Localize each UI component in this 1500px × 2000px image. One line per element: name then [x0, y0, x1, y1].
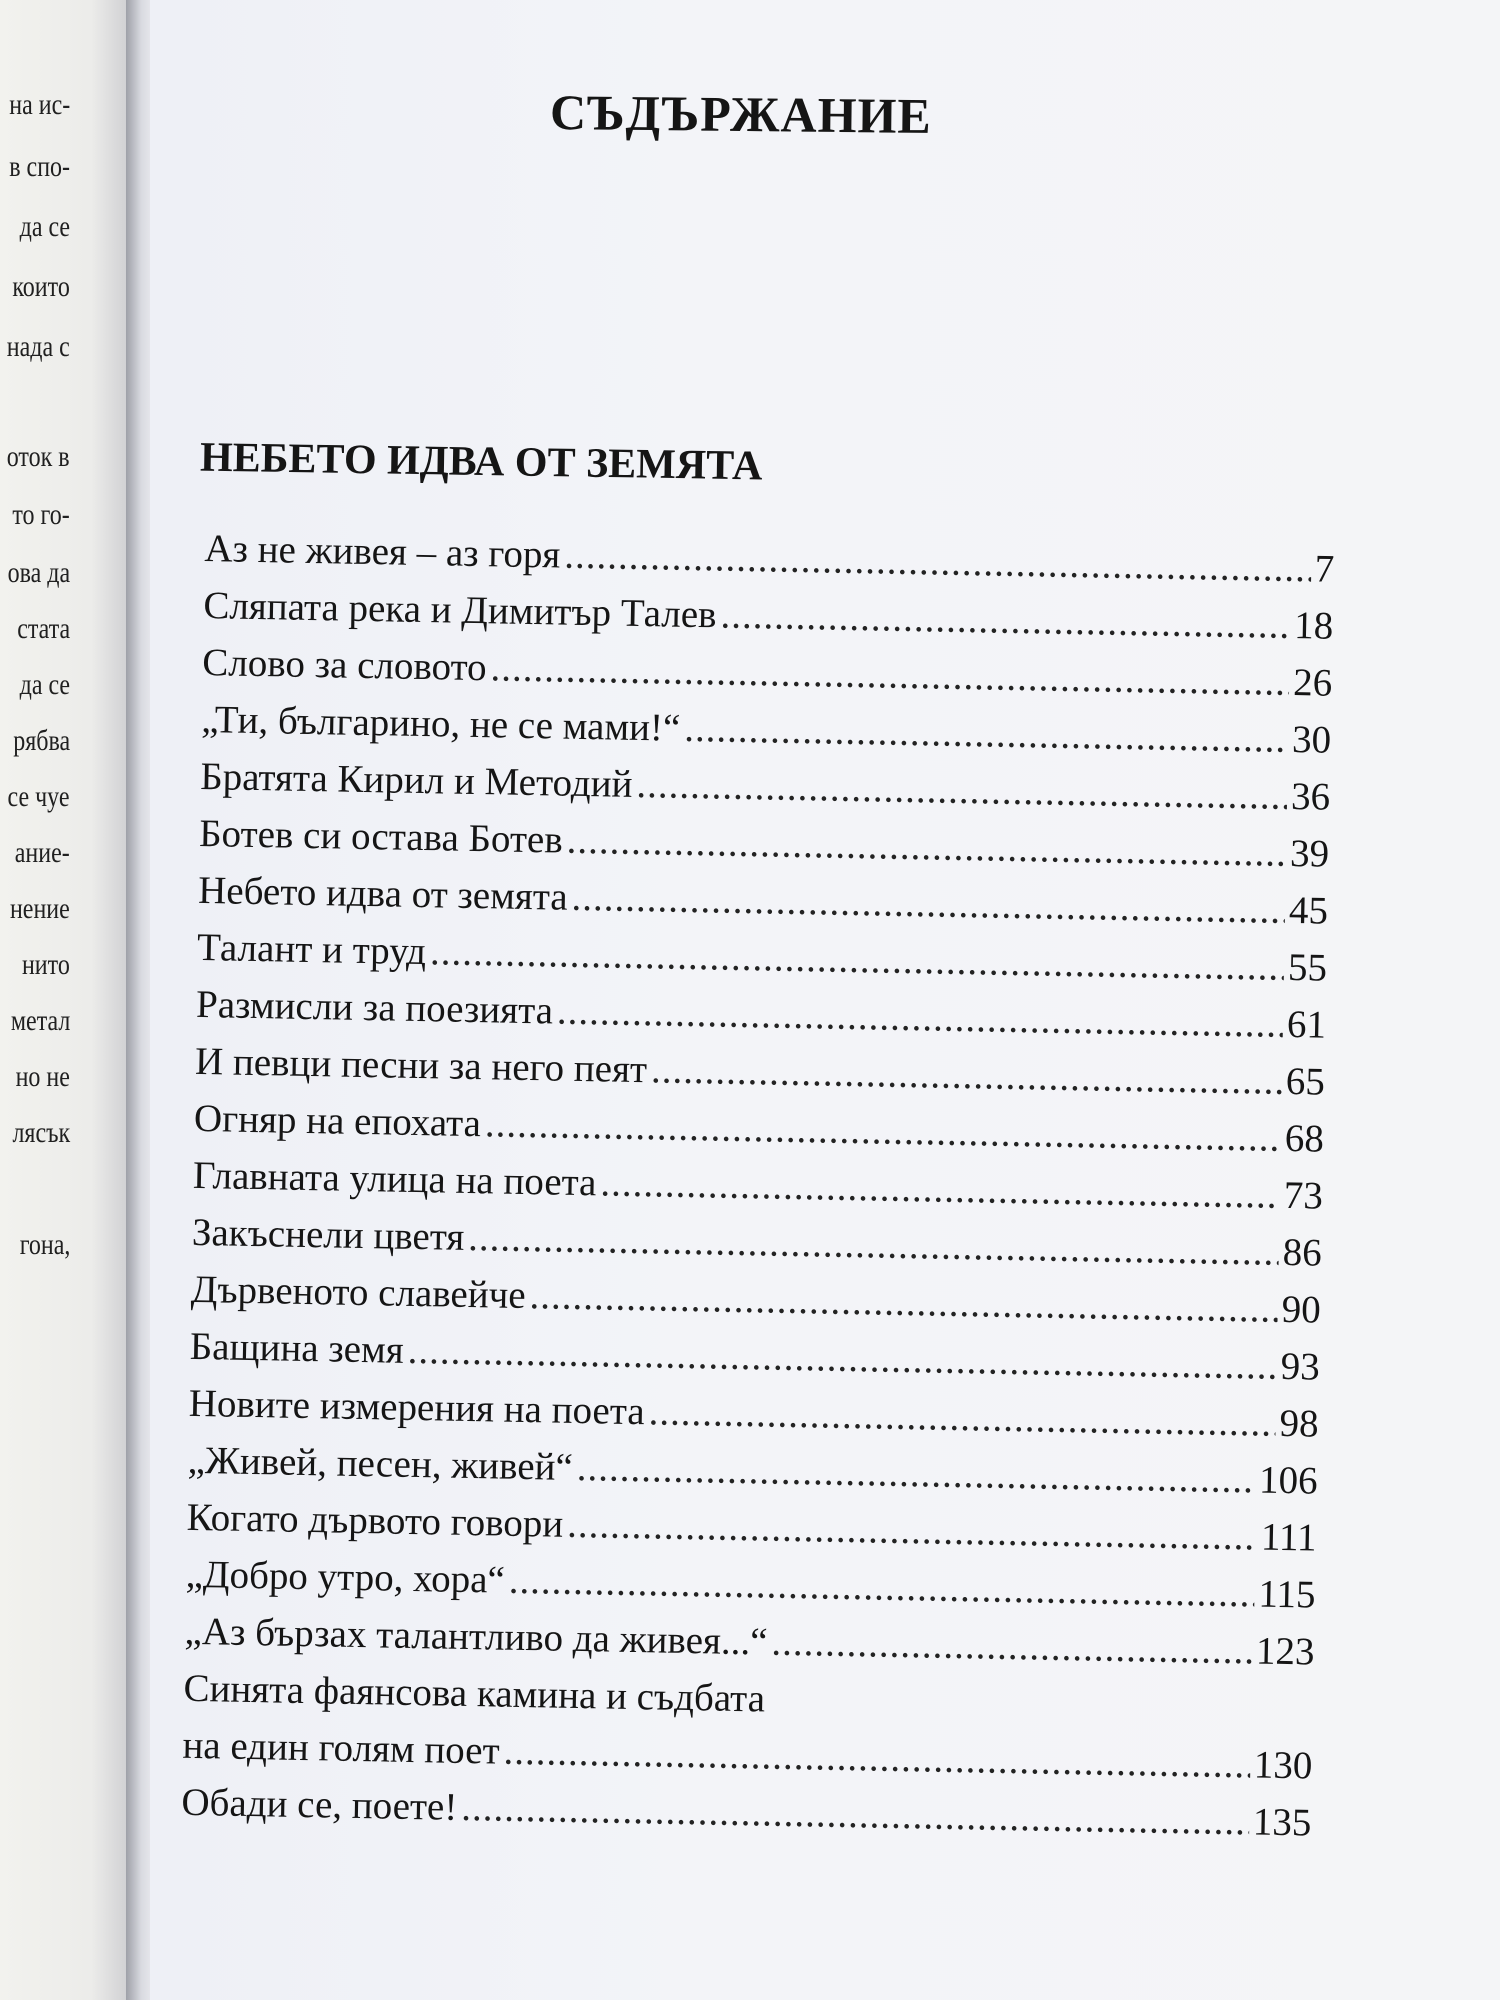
table-of-contents: [181, 520, 1335, 1851]
toc-entry-title: Синята фаянсова камина и съдбата: [183, 1666, 766, 1721]
left-page-fragment: лясък: [12, 1116, 70, 1149]
left-page: [0, 0, 130, 2000]
toc-entry-page: 7: [1314, 547, 1335, 591]
toc-entry-title: на един голям поет: [182, 1723, 500, 1773]
toc-entry-title: Когато дървото говори: [186, 1495, 564, 1546]
left-page-fragment: рябва: [13, 724, 70, 757]
toc-entry-title: Небето идва от земята: [197, 868, 569, 919]
right-page: [150, 0, 1500, 2000]
toc-entry-page: 135: [1252, 1800, 1312, 1845]
toc-entry-title: „Живей, песен, живей“: [187, 1438, 574, 1489]
toc-entry-page: 45: [1288, 888, 1329, 933]
toc-entry-page: 39: [1289, 831, 1330, 876]
toc-entry-title: „Ти, българино, не се мами!“: [200, 697, 681, 750]
toc-entry-page: 90: [1281, 1287, 1322, 1332]
toc-entry-page: 93: [1280, 1344, 1321, 1389]
toc-entry-page: 98: [1279, 1401, 1320, 1446]
left-page-fragment: да се: [19, 668, 70, 701]
toc-entry-title: Сляпата река и Димитър Талев: [203, 583, 717, 637]
section-heading: НЕБЕТО ИДВА ОТ ЗЕМЯТА: [199, 434, 763, 490]
left-page-fragment: метал: [10, 1004, 70, 1037]
toc-leader-dots: [720, 586, 1291, 653]
toc-entry-title: Главната улица на поета: [192, 1153, 597, 1205]
toc-entry-title: Огняр на епохата: [193, 1096, 482, 1146]
toc-entry-title: Ботев си остава Ботев: [198, 811, 564, 862]
toc-entry-title: Аз не живея – аз горя: [204, 526, 561, 577]
left-page-fragment: оток в: [7, 440, 70, 473]
toc-entry-page: 61: [1286, 1002, 1327, 1047]
toc-entry-page: 26: [1292, 660, 1333, 705]
toc-entry-title: Размисли за поезията: [195, 982, 554, 1033]
left-page-fragment: ова да: [7, 556, 70, 589]
toc-entry-page: 86: [1282, 1230, 1323, 1275]
left-page-fragment: нада с: [6, 330, 70, 363]
left-page-fragment: които: [12, 270, 70, 303]
toc-entry-page: 18: [1293, 603, 1334, 648]
toc-entry-title: „Аз бързах талантливо да живея...“: [184, 1609, 768, 1664]
left-page-fragment: но не: [15, 1060, 70, 1093]
left-page-fragment: нение: [10, 892, 70, 925]
left-page-fragment: нито: [22, 948, 70, 981]
toc-entry-page: 68: [1284, 1116, 1325, 1161]
page-title: СЪДЪРЖАНИЕ: [549, 84, 933, 144]
left-page-fragment: се чуе: [7, 780, 70, 813]
toc-entry-page: 115: [1258, 1572, 1316, 1617]
toc-entry-title: Слово за словото: [201, 640, 488, 690]
toc-entry-page: 111: [1260, 1515, 1317, 1560]
toc-entry-page: 106: [1258, 1458, 1318, 1503]
toc-entry-title: Талант и труд: [196, 925, 427, 974]
toc-leader-dots: [771, 1614, 1253, 1680]
toc-entry-title: Обади се, поете!: [181, 1780, 458, 1829]
left-page-fragment: да се: [19, 210, 70, 243]
left-page-fragment: стата: [17, 612, 70, 645]
toc-entry-page: 73: [1283, 1173, 1324, 1218]
toc-entry-title: И певци песни за него пеят: [194, 1039, 648, 1092]
left-page-fragment: в спо-: [9, 150, 70, 183]
toc-entry-page: 36: [1290, 774, 1331, 819]
toc-entry-title: Дървеното славейче: [190, 1267, 527, 1318]
toc-entry-page: 55: [1287, 945, 1328, 990]
left-page-fragment: ание-: [15, 836, 70, 869]
toc-entry-page: 65: [1285, 1059, 1326, 1104]
toc-entry-page: 30: [1291, 717, 1332, 762]
left-page-fragment: гона,: [19, 1228, 70, 1261]
toc-entry-page: 123: [1255, 1629, 1315, 1674]
toc-entry-title: Братята Кирил и Методий: [199, 754, 633, 806]
toc-entry-page: 130: [1253, 1743, 1313, 1788]
toc-entry-title: „Добро утро, хора“: [185, 1552, 506, 1602]
toc-entry-title: Закъснели цветя: [191, 1210, 465, 1259]
toc-entry-title: Бащина земя: [189, 1324, 405, 1372]
left-page-fragment: на ис-: [9, 88, 70, 121]
toc-entry-title: Новите измерения на поета: [188, 1381, 646, 1434]
left-page-fragment: то го-: [12, 498, 70, 531]
